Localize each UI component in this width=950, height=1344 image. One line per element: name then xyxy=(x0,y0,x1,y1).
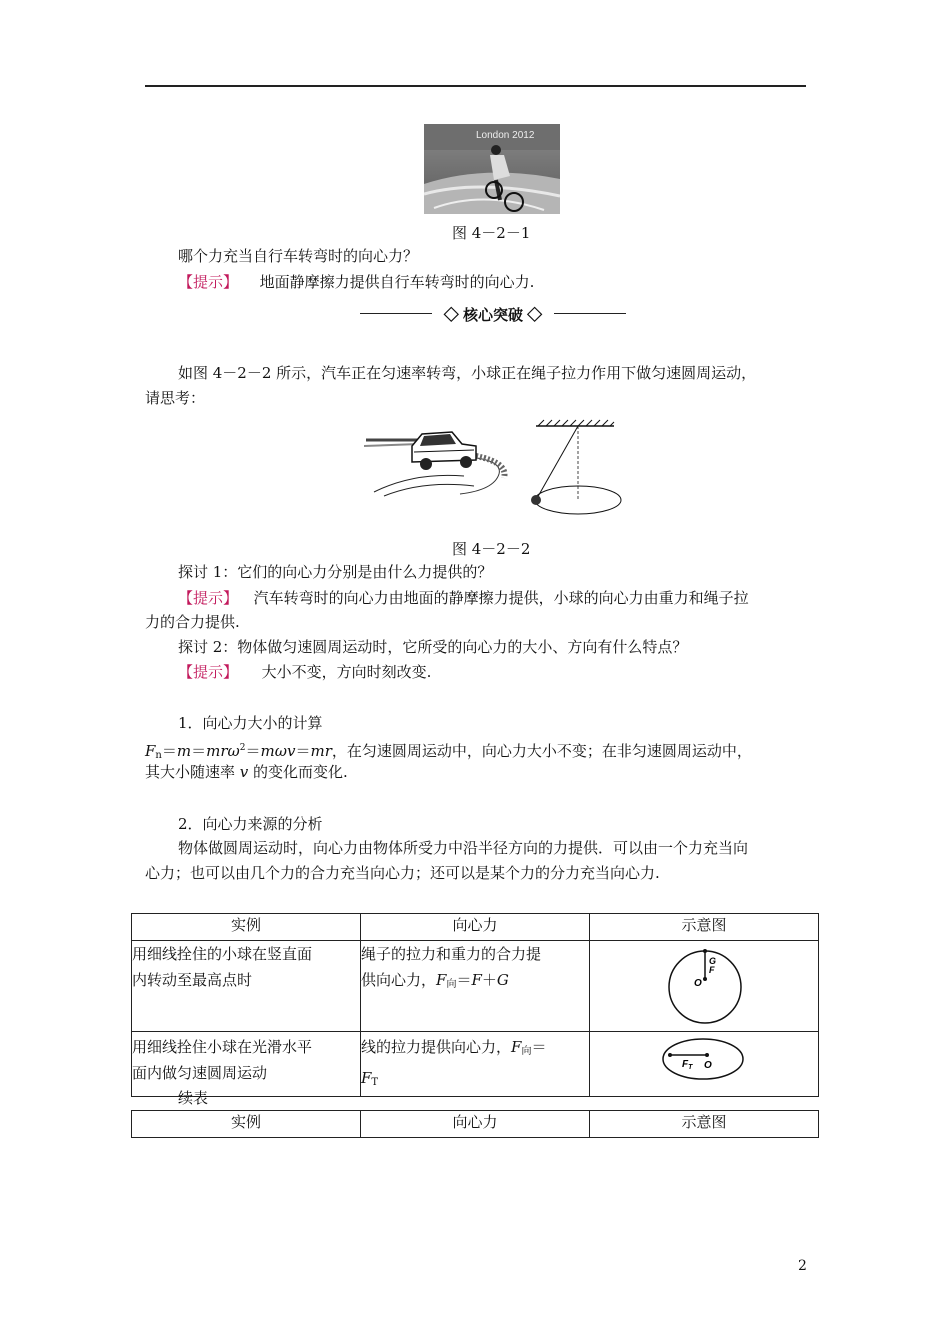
intro-line-1: 如图 4－2－2 所示，汽车正在匀速率转弯，小球正在绳子拉力作用下做匀速圆周运动， xyxy=(178,364,757,382)
centripetal-force-table xyxy=(131,913,819,1097)
table-header: 示意图 xyxy=(590,1111,819,1138)
answer-1 xyxy=(178,272,534,292)
point-1-formula: $F_n=m=mr\omega^2=m\omega v=mr$，在匀速圆周运动中，向心力大小不变；在非匀速圆周运动中， xyxy=(145,742,752,761)
force-cell: 线的拉力提供向心力，$F_向=$ $F_T$ xyxy=(361,1032,590,1097)
figure-caption-1: 图 4－2－1 xyxy=(452,224,531,242)
intro-line-2: 请思考： xyxy=(145,389,206,407)
svg-text:O: O xyxy=(694,978,702,989)
car-turning-illustration xyxy=(364,416,514,498)
conical-pendulum-illustration xyxy=(526,418,626,520)
tip-label: 【提示】 xyxy=(178,663,239,681)
diagram-cell xyxy=(590,1032,819,1097)
figure-caption-2: 图 4－2－2 xyxy=(452,540,531,558)
diamond-right-icon: ◇ xyxy=(527,307,543,324)
page-number: 2 xyxy=(798,1258,807,1274)
point-2-title: 2．向心力来源的分析 xyxy=(178,815,323,833)
answer-1-text: 地面静摩擦力提供自行车转弯时的向心力. xyxy=(259,273,535,291)
banner-text: London 2012 xyxy=(476,130,535,141)
discussion-2: 探讨 2：物体做匀速圆周运动时，它所受的向心力的大小、方向有什么特点？ xyxy=(178,638,688,656)
section-banner xyxy=(360,302,626,326)
point-2-line-1: 物体做圆周运动时，向心力由物体所受力中沿半径方向的力提供．可以由一个力充当向 xyxy=(178,839,749,857)
diamond-left-icon: ◇ xyxy=(443,307,459,324)
example-cell: 用细线拴住小球在光滑水平 面内做匀速圆周运动 xyxy=(132,1032,361,1097)
table-header: 向心力 xyxy=(361,914,590,941)
diagram-cell xyxy=(590,941,819,1032)
continued-label: 续表 xyxy=(178,1089,209,1107)
table-row xyxy=(132,1032,819,1097)
table-row xyxy=(132,941,819,1032)
answer-3-text: 大小不变，方向时刻改变. xyxy=(261,663,432,681)
point-2-line-2: 心力；也可以由几个力的合力充当向心力；还可以是某个力的分力充当向心力. xyxy=(145,864,660,882)
cyclist-photo xyxy=(424,124,560,214)
table-header: 实例 xyxy=(132,914,361,941)
table-header: 实例 xyxy=(132,1111,361,1138)
discussion-1: 探讨 1：它们的向心力分别是由什么力提供的？ xyxy=(178,563,493,581)
section-title: 核心突破 xyxy=(462,307,523,324)
header-rule xyxy=(145,85,806,87)
question-1: 哪个力充当自行车转弯时的向心力？ xyxy=(178,247,419,265)
point-1-line-2: 其大小随速率 v 的变化而变化. xyxy=(145,763,348,781)
vertical-circle-diagram xyxy=(590,941,818,1027)
answer-3 xyxy=(178,662,431,682)
svg-text:O: O xyxy=(704,1060,712,1071)
svg-text:G: G xyxy=(709,956,717,966)
tip-label: 【提示】 xyxy=(178,273,239,291)
horizontal-circle-diagram xyxy=(590,1032,818,1090)
table-header: 示意图 xyxy=(590,914,819,941)
table-header-row xyxy=(132,914,819,941)
force-cell: 绳子的拉力和重力的合力提 供向心力，$F_向=F+G$ xyxy=(361,941,590,1032)
point-1-title: 1．向心力大小的计算 xyxy=(178,714,323,732)
continued-table xyxy=(131,1110,819,1138)
svg-text:F: F xyxy=(709,965,715,975)
tip-label: 【提示】 xyxy=(178,589,239,607)
table-header-row xyxy=(132,1111,819,1138)
answer-2-line-2: 力的合力提供. xyxy=(145,613,240,631)
example-cell: 用细线拴住的小球在竖直面 内转动至最高点时 xyxy=(132,941,361,1032)
answer-2-text: 汽车转弯时的向心力由地面的静摩擦力提供，小球的向心力由重力和绳子拉 xyxy=(253,589,749,607)
table-header: 向心力 xyxy=(361,1111,590,1138)
answer-2-line-1 xyxy=(178,588,749,608)
svg-text:FT: $F_T$ xyxy=(682,1059,693,1071)
